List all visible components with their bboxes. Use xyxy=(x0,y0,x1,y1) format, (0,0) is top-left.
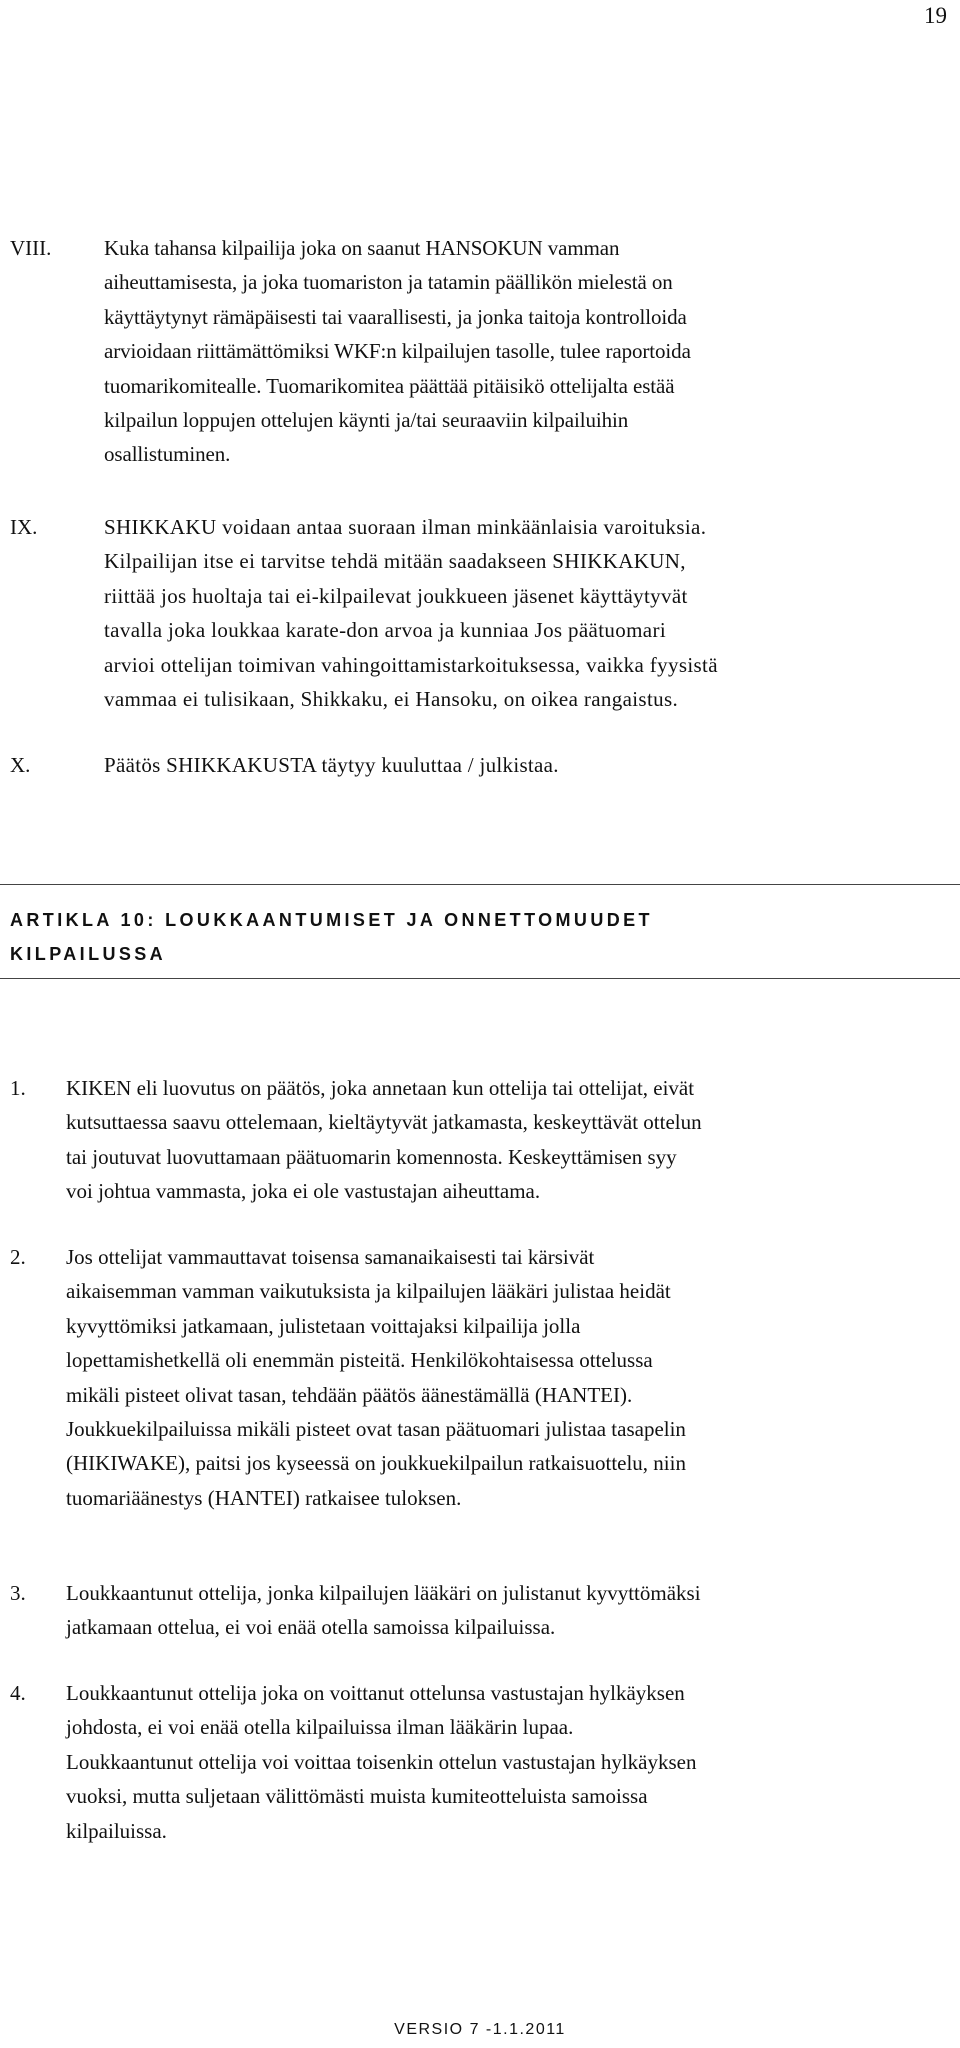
item-number-2: 2. xyxy=(10,1245,26,1269)
text-line: aiheuttamisesta, ja joka tuomariston ja tatamin päällikön mielestä on xyxy=(104,270,673,295)
text-line: riittää jos huoltaja tai ei-kilpailevat joukkueen jäsenet käyttäytyvät xyxy=(104,583,688,608)
text-line: Päätös SHIKKAKUSTA täytyy kuuluttaa / julkistaa. xyxy=(104,753,559,777)
footer-version: VERSIO 7 -1.1.2011 xyxy=(394,2021,566,2038)
section-label-x: X. xyxy=(10,753,31,777)
text-line: jatkamaan ottelua, ei voi enää otella samoissa kilpailuissa. xyxy=(66,1615,556,1640)
article-heading xyxy=(10,903,653,971)
text-line: tuomariäänestys (HANTEI) ratkaisee tuloksen. xyxy=(66,1485,462,1510)
text-line: Loukkaantunut ottelija voi voittaa toisenkin ottelun vastustajan hylkäyksen xyxy=(66,1749,697,1774)
text-line: tai joutuvat luovuttamaan päätuomarin komennosta. Keskeyttämisen syy xyxy=(66,1144,677,1169)
text-line: Loukkaantunut ottelija joka on voittanut ottelunsa vastustajan hylkäyksen xyxy=(66,1681,685,1705)
text-line: kilpailun loppujen ottelujen käynti ja/tai seuraaviin kilpailuihin xyxy=(104,408,629,433)
item-number-3: 3. xyxy=(10,1581,26,1605)
text-line: lopettamishetkellä oli enemmän pisteitä. Henkilökohtaisessa ottelussa xyxy=(66,1348,653,1373)
text-line: KIKEN eli luovutus on päätös, joka annetaan kun ottelija tai ottelijat, eivät xyxy=(66,1076,695,1100)
heading-rule-top xyxy=(0,884,960,885)
section-paragraph-x xyxy=(104,748,559,782)
text-line: aikaisemman vamman vaikutuksista ja kilpailujen lääkäri julistaa heidät xyxy=(66,1279,671,1304)
text-line: Kuka tahansa kilpailija joka on saanut HANSOKUN vamman xyxy=(104,236,620,260)
text-line: johdosta, ei voi enää otella kilpailuissa ilman lääkärin lupaa. xyxy=(66,1715,574,1740)
text-line: kilpailuissa. xyxy=(66,1818,167,1843)
text-line: SHIKKAKU voidaan antaa suoraan ilman minkäänlaisia varoituksia. xyxy=(104,515,707,539)
item-paragraph-1 xyxy=(66,1071,702,1209)
text-line: käyttäytynyt rämäpäisesti tai vaarallisesti, ja jonka taitoja kontrolloida xyxy=(104,304,687,329)
text-line: (HIKIWAKE), paitsi jos kyseessä on joukkuekilpailun ratkaisuottelu, niin xyxy=(66,1451,686,1476)
text-line: Kilpailijan itse ei tarvitse tehdä mitään saadakseen SHIKKAKUN, xyxy=(104,549,686,574)
text-line: arvioi ottelijan toimivan vahingoittamistarkoituksessa, vaikka fyysistä xyxy=(104,652,718,677)
text-line: voi johtua vammasta, joka ei ole vastustajan aiheuttama. xyxy=(66,1179,541,1204)
text-line: tavalla joka loukkaa karate-don arvoa ja kunniaa Jos päätuomari xyxy=(104,618,666,643)
item-number-1: 1. xyxy=(10,1076,26,1100)
text-line: vammaa ei tulisikaan, Shikkaku, ei Hansoku, on oikea rangaistus. xyxy=(104,687,679,712)
text-line: arvioidaan riittämättömiksi WKF:n kilpailujen tasolle, tulee raportoida xyxy=(104,339,691,364)
item-paragraph-2 xyxy=(66,1240,686,1515)
item-paragraph-3 xyxy=(66,1576,701,1645)
section-paragraph-viii xyxy=(104,231,691,472)
text-line: Joukkuekilpailuissa mikäli pisteet ovat tasan päätuomari julistaa tasapelin xyxy=(66,1417,686,1442)
text-line: osallistuminen. xyxy=(104,442,231,467)
item-number-4: 4. xyxy=(10,1681,26,1705)
text-line: vuoksi, mutta suljetaan välittömästi muista kumiteotteluista samoissa xyxy=(66,1784,648,1809)
text-line: tuomarikomitealle. Tuomarikomitea päättää pitäisikö ottelijalta estää xyxy=(104,373,675,398)
text-line: Jos ottelijat vammauttavat toisensa samanaikaisesti tai kärsivät xyxy=(66,1245,595,1269)
text-line: mikäli pisteet olivat tasan, tehdään päätös äänestämällä (HANTEI). xyxy=(66,1382,633,1407)
text-line: Loukkaantunut ottelija, jonka kilpailujen lääkäri on julistanut kyvyttömäksi xyxy=(66,1581,701,1605)
section-paragraph-ix xyxy=(104,510,718,716)
article-heading-line: ARTIKLA 10: LOUKKAANTUMISET JA ONNETTOMUUDET xyxy=(10,910,653,930)
page-number: 19 xyxy=(924,3,947,28)
section-label-ix: IX. xyxy=(10,515,38,539)
article-heading-line: KILPAILUSSA xyxy=(10,944,167,964)
heading-rule-bottom xyxy=(0,978,960,979)
section-label-viii: VIII. xyxy=(10,236,52,260)
text-line: kyvyttömiksi jatkamaan, julistetaan voittajaksi kilpailija jolla xyxy=(66,1313,581,1338)
item-paragraph-4 xyxy=(66,1676,696,1848)
text-line: kutsuttaessa saavu ottelemaan, kieltäytyvät jatkamasta, keskeyttävät ottelun xyxy=(66,1110,702,1135)
